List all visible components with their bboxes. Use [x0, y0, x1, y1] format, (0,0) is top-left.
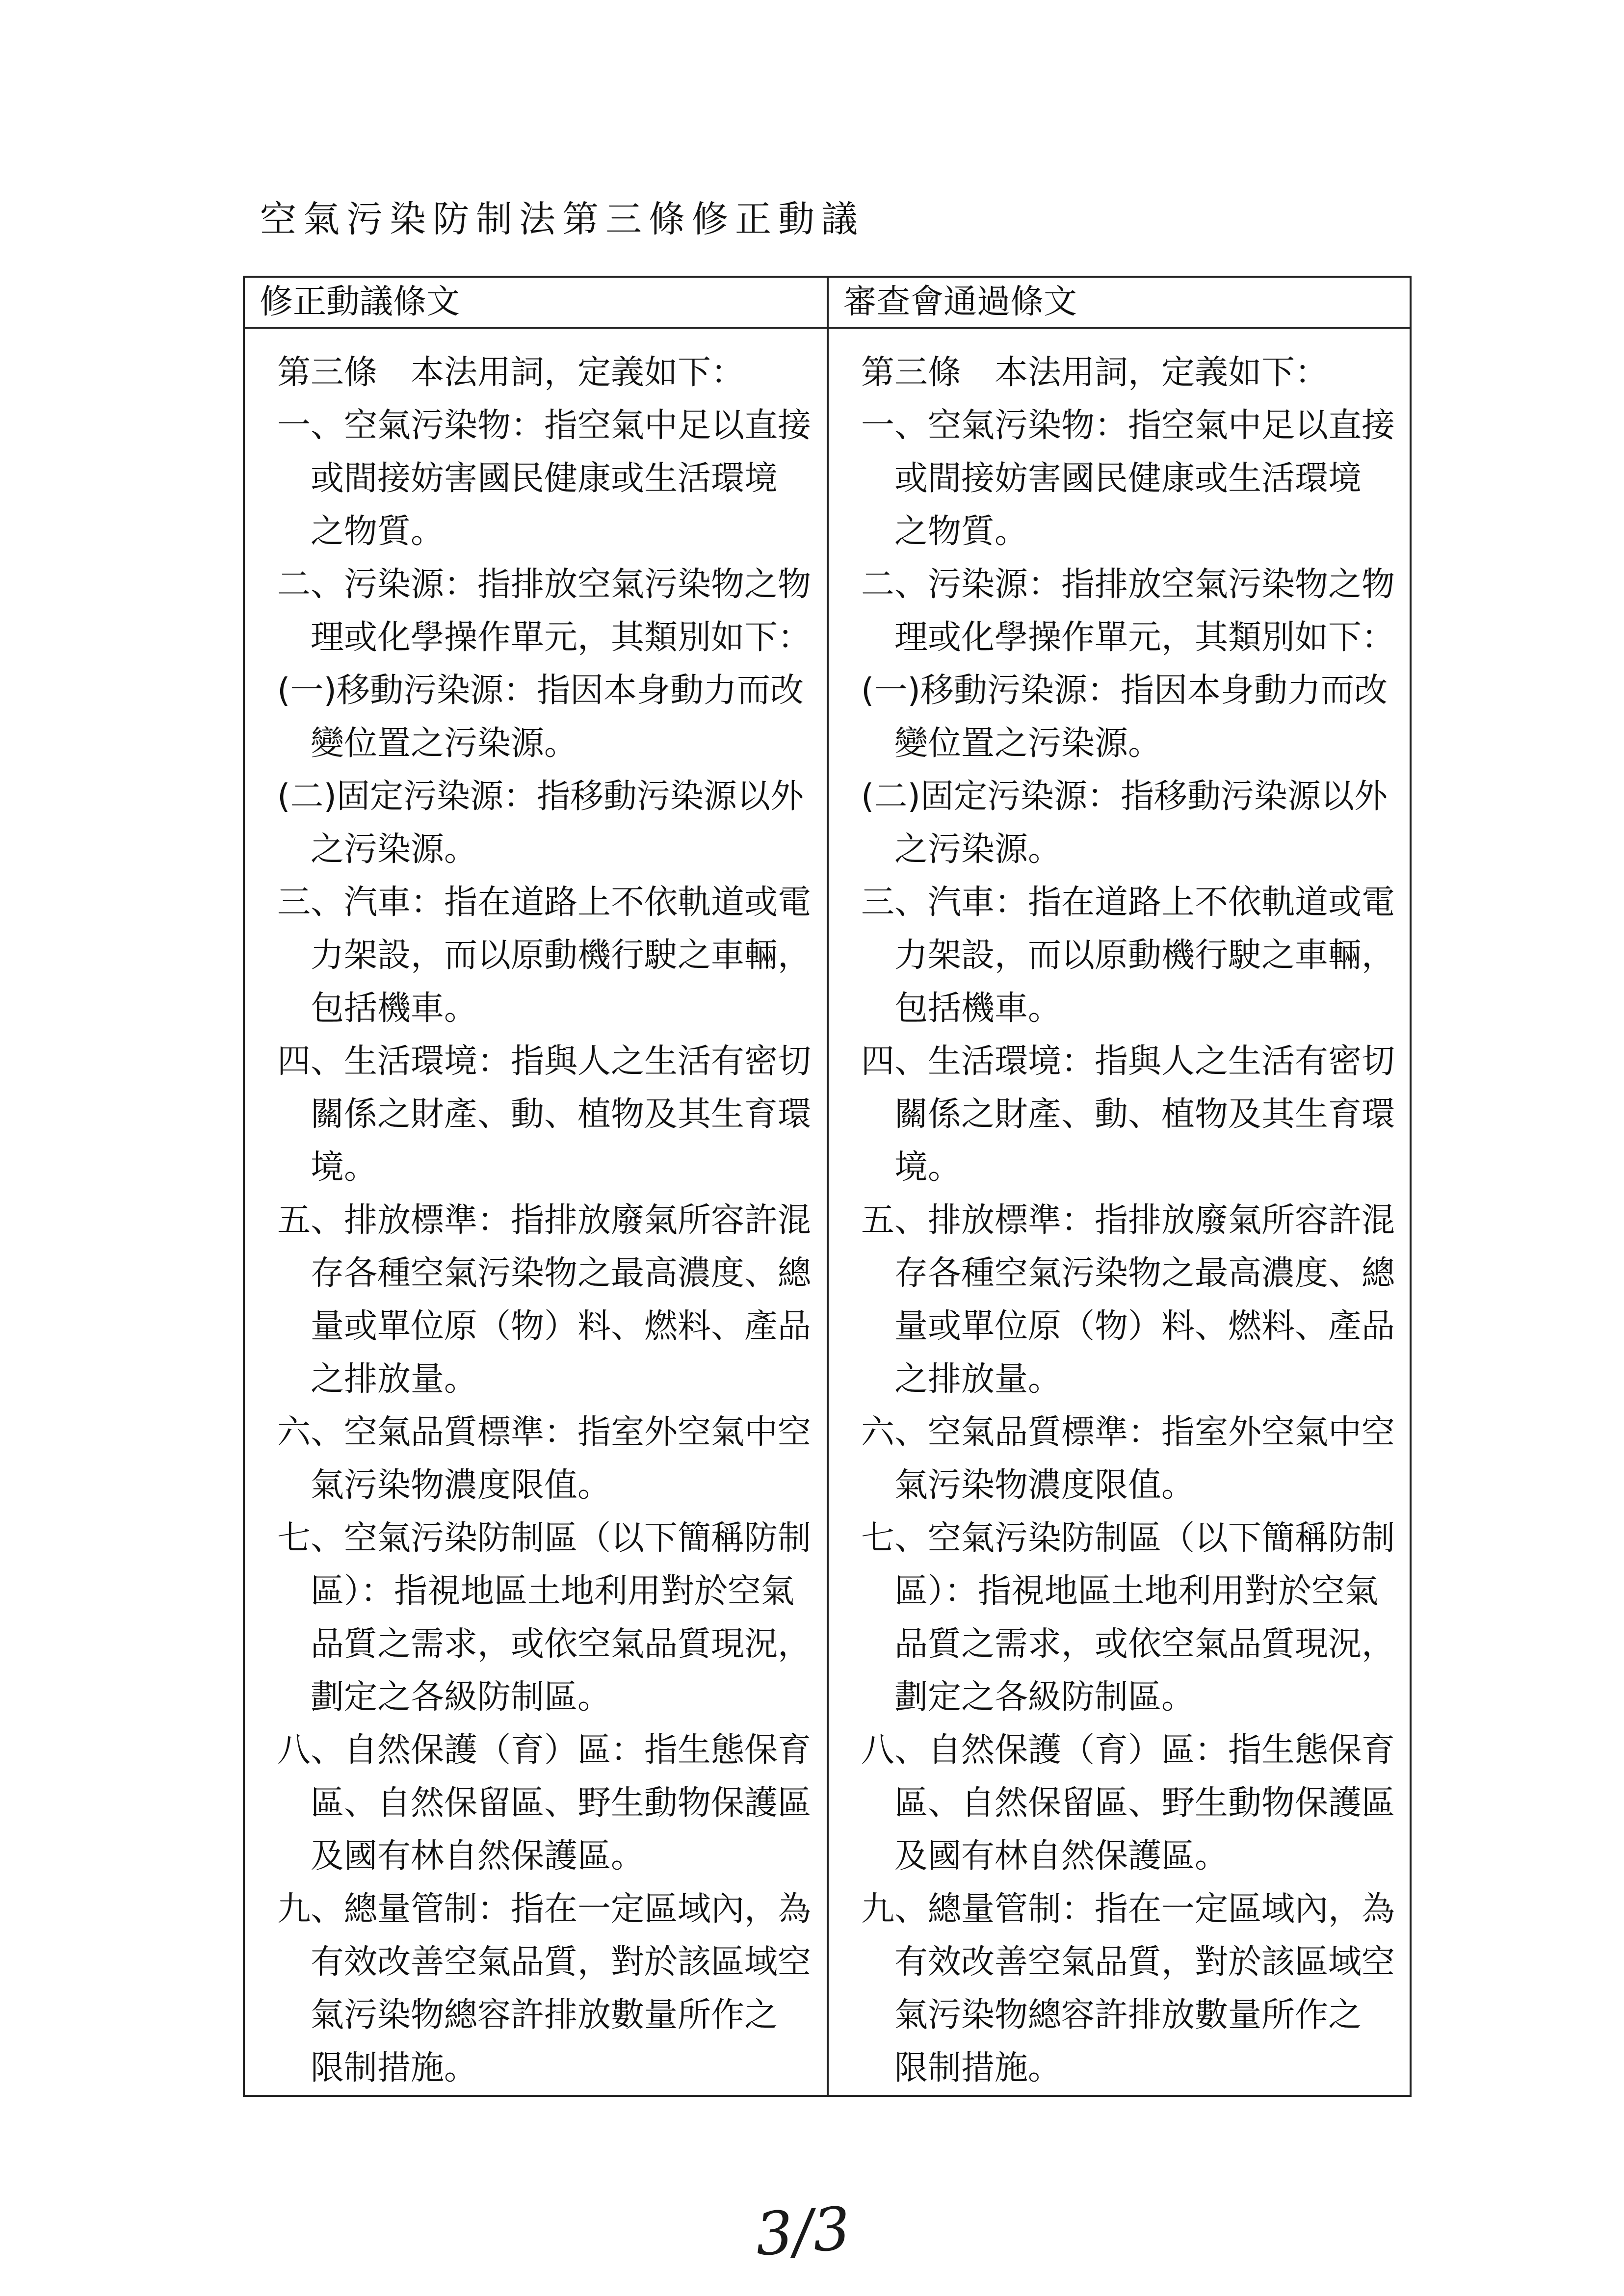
definition-line: 八、自然保護（育）區：指生態保育 [277, 1731, 812, 1770]
definition-line: 境。 [311, 1148, 378, 1187]
definition-item [277, 558, 812, 664]
definition-line: 區、自然保留區、野生動物保護區 [894, 1784, 1395, 1823]
definition-line: (二)固定污染源：指移動污染源以外 [861, 777, 1388, 816]
definition-line: 區）：指視地區土地利用對於空氣 [894, 1572, 1379, 1611]
comparison-table [243, 276, 1412, 2097]
definition-item [277, 664, 812, 770]
definition-line: 品質之需求，或依空氣品質現況， [894, 1625, 1395, 1664]
definition-line: 理或化學操作單元，其類別如下： [894, 618, 1395, 657]
definition-line: 七、空氣污染防制區（以下簡稱防制 [861, 1519, 1395, 1558]
definition-line: (二)固定污染源：指移動污染源以外 [277, 777, 804, 816]
definition-item [861, 1512, 1395, 1724]
definition-line: 劃定之各級防制區。 [311, 1678, 611, 1717]
definition-line: 之污染源。 [311, 830, 478, 869]
definition-item [277, 876, 812, 1035]
definition-line: 區）：指視地區土地利用對於空氣 [311, 1572, 795, 1611]
definition-line: 五、排放標準：指排放廢氣所容許混 [861, 1201, 1395, 1240]
definition-line: 存各種空氣污染物之最高濃度、總 [894, 1254, 1395, 1293]
definition-line: 三、汽車：指在道路上不依軌道或電 [277, 883, 812, 922]
definition-item [277, 1406, 812, 1512]
definition-line: 量或單位原（物）料、燃料、產品 [894, 1307, 1395, 1346]
definition-item [277, 1194, 812, 1406]
definition-line: 四、生活環境：指與人之生活有密切 [277, 1042, 812, 1081]
definition-item [277, 1035, 812, 1194]
document-title: 空氣污染防制法第三條修正動議 [260, 198, 864, 240]
definition-line: 及國有林自然保護區。 [894, 1837, 1229, 1876]
definition-line: 或間接妨害國民健康或生活環境 [311, 459, 778, 498]
definition-line: 七、空氣污染防制區（以下簡稱防制 [277, 1519, 812, 1558]
article-heading: 第三條 本法用詞，定義如下： [277, 353, 745, 392]
definition-line: 關係之財產、動、植物及其生育環 [311, 1095, 812, 1134]
definition-line: 限制措施。 [894, 2049, 1062, 2087]
definition-line: 之污染源。 [894, 830, 1062, 869]
definition-line: 變位置之污染源。 [311, 724, 578, 763]
header-committee-passed: 審查會通過條文 [828, 277, 1411, 328]
definition-item [861, 1194, 1395, 1406]
definition-line: 五、排放標準：指排放廢氣所容許混 [277, 1201, 812, 1240]
definition-line: 九、總量管制：指在一定區域內，為 [277, 1890, 812, 1929]
definition-line: (一)移動污染源：指因本身動力而改 [277, 671, 804, 710]
definition-line: 理或化學操作單元，其類別如下： [311, 618, 812, 657]
definition-line: 氣污染物濃度限值。 [894, 1466, 1195, 1505]
header-amendment-motion: 修正動議條文 [244, 277, 828, 328]
definition-line: 之物質。 [894, 512, 1028, 551]
definition-line: 劃定之各級防制區。 [894, 1678, 1195, 1717]
definition-item [277, 1512, 812, 1724]
definition-line: 存各種空氣污染物之最高濃度、總 [311, 1254, 812, 1293]
definition-line: 八、自然保護（育）區：指生態保育 [861, 1731, 1395, 1770]
definition-item [861, 876, 1395, 1035]
definition-line: (一)移動污染源：指因本身動力而改 [861, 671, 1388, 710]
article-heading: 第三條 本法用詞，定義如下： [861, 353, 1329, 392]
table-header-row [244, 277, 1411, 328]
amendment-motion-text [245, 329, 827, 2095]
definition-line: 包括機車。 [311, 989, 478, 1028]
committee-passed-cell [828, 328, 1411, 2096]
definition-line: 氣污染物濃度限值。 [311, 1466, 611, 1505]
definition-item [861, 664, 1395, 770]
definition-item [277, 1724, 812, 1883]
definition-line: 力架設，而以原動機行駛之車輛， [311, 936, 812, 975]
handwritten-page-number: 3/3 [753, 2194, 853, 2270]
amendment-motion-cell [244, 328, 828, 2096]
definition-item [861, 770, 1395, 876]
definition-line: 一、空氣污染物：指空氣中足以直接 [861, 406, 1395, 445]
definition-item [277, 1883, 812, 2095]
definition-line: 二、污染源：指排放空氣污染物之物 [277, 565, 812, 604]
definition-item [861, 558, 1395, 664]
definition-item [861, 1724, 1395, 1883]
definition-item [861, 1406, 1395, 1512]
definition-item [277, 770, 812, 876]
definition-line: 之排放量。 [894, 1360, 1062, 1399]
definition-line: 關係之財產、動、植物及其生育環 [894, 1095, 1395, 1134]
definition-line: 品質之需求，或依空氣品質現況， [311, 1625, 812, 1664]
definition-line: 一、空氣污染物：指空氣中足以直接 [277, 406, 812, 445]
definition-line: 氣污染物總容許排放數量所作之 [311, 1996, 778, 2035]
definition-line: 及國有林自然保護區。 [311, 1837, 645, 1876]
definition-line: 力架設，而以原動機行駛之車輛， [894, 936, 1395, 975]
definition-item [861, 1035, 1395, 1194]
definition-line: 氣污染物總容許排放數量所作之 [894, 1996, 1362, 2035]
definition-item [277, 399, 812, 558]
definition-line: 六、空氣品質標準：指室外空氣中空 [861, 1413, 1395, 1452]
definition-item [861, 399, 1395, 558]
definition-line: 之排放量。 [311, 1360, 478, 1399]
definition-line: 六、空氣品質標準：指室外空氣中空 [277, 1413, 812, 1452]
definition-line: 限制措施。 [311, 2049, 478, 2087]
definition-line: 有效改善空氣品質，對於該區域空 [894, 1943, 1395, 1982]
definition-line: 之物質。 [311, 512, 445, 551]
definition-line: 或間接妨害國民健康或生活環境 [894, 459, 1362, 498]
definition-line: 九、總量管制：指在一定區域內，為 [861, 1890, 1395, 1929]
definition-line: 區、自然保留區、野生動物保護區 [311, 1784, 812, 1823]
committee-passed-text [829, 329, 1410, 2095]
definition-line: 量或單位原（物）料、燃料、產品 [311, 1307, 812, 1346]
definition-line: 有效改善空氣品質，對於該區域空 [311, 1943, 812, 1982]
definition-line: 包括機車。 [894, 989, 1062, 1028]
definition-line: 三、汽車：指在道路上不依軌道或電 [861, 883, 1395, 922]
definition-line: 二、污染源：指排放空氣污染物之物 [861, 565, 1395, 604]
definition-line: 變位置之污染源。 [894, 724, 1162, 763]
definition-line: 境。 [894, 1148, 962, 1187]
table-body-row [244, 328, 1411, 2096]
definition-item [861, 1883, 1395, 2095]
definition-line: 四、生活環境：指與人之生活有密切 [861, 1042, 1395, 1081]
